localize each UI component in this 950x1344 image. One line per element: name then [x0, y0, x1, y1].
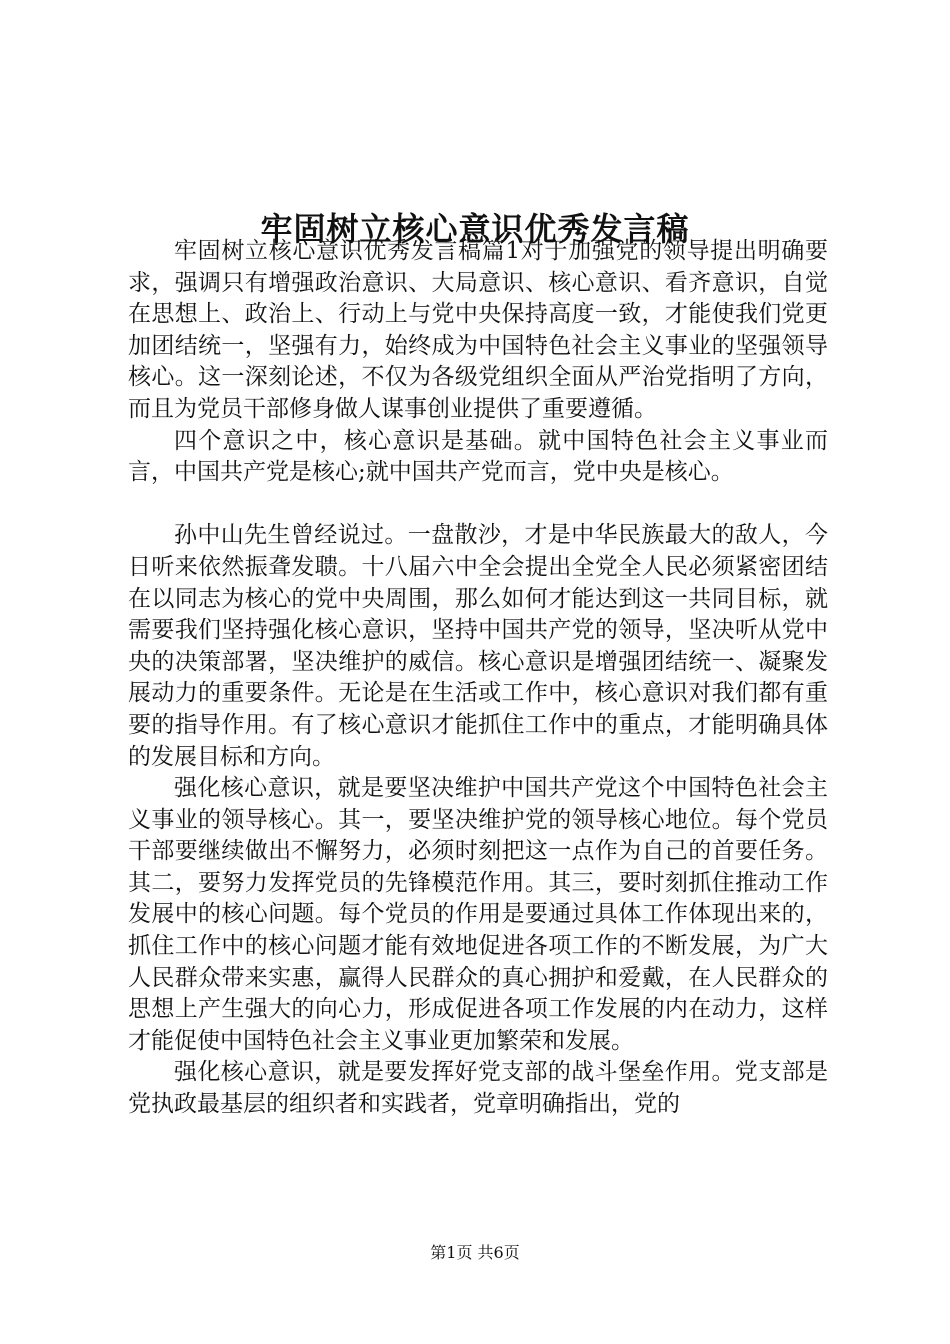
- paragraph-3: 孙中山先生曾经说过。一盘散沙，才是中华民族最大的敌人，今日听来依然振聋发聩。十八届六中全会提出全党全人民必须紧密团结在以同志为核心的党中央周围，那么如何才能达到这一共同目标，就需要我们坚持强化核心意识，坚持中国共产党的领导，坚决听从党中央的决策部署，坚决维护的威信。核心意识是增强团结统一、凝聚发展动力的重要条件。无论是在生活或工作中，核心意识对我们都有重要的指导作用。有了核心意识才能抓住工作中的重点，才能明确具体的发展目标和方向。: [128, 522, 828, 770]
- paragraph-2: 四个意识之中，核心意识是基础。就中国特色社会主义事业而言，中国共产党是核心;就中国共产党而言，党中央是核心。: [128, 427, 828, 486]
- paragraph-5: 强化核心意识，就是要发挥好党支部的战斗堡垒作用。党支部是党执政最基层的组织者和实践者，党章明确指出，党的: [128, 1059, 828, 1118]
- document-body: [128, 236, 828, 1121]
- paragraph-4: 强化核心意识，就是要坚决维护中国共产党这个中国特色社会主义事业的领导核心。其一，要坚决维护党的领导核心地位。每个党员干部要继续做出不懈努力，必须时刻把这一点作为自己的首要任务。其二，要努力发挥党员的先锋模范作用。其三，要时刻抓住推动工作发展中的核心问题。每个党员的作用是要通过具体工作体现出来的，抓住工作中的核心问题才能有效地促进各项工作的不断发展，为广大人民群众带来实惠，赢得人民群众的真心拥护和爱戴，在人民群众的思想上产生强大的向心力，形成促进各项工作发展的内在动力，这样才能促使中国特色社会主义事业更加繁荣和发展。: [128, 775, 828, 1054]
- document-title: 牢固树立核心意识优秀发言稿: [260, 210, 690, 249]
- page-footer: 第1页 共6页: [430, 1243, 520, 1262]
- paragraph-1: 牢固树立核心意识优秀发言稿篇1对于加强党的领导提出明确要求，强调只有增强政治意识、大局意识、核心意识、看齐意识，自觉在思想上、政治上、行动上与党中央保持高度一致，才能使我们党更加团结统一，坚强有力，始终成为中国特色社会主义事业的坚强领导核心。这一深刻论述，不仅为各级党组织全面从严治党指明了方向，而且为党员干部修身做人谋事创业提供了重要遵循。: [128, 238, 828, 422]
- paragraph-spacer: [128, 489, 828, 521]
